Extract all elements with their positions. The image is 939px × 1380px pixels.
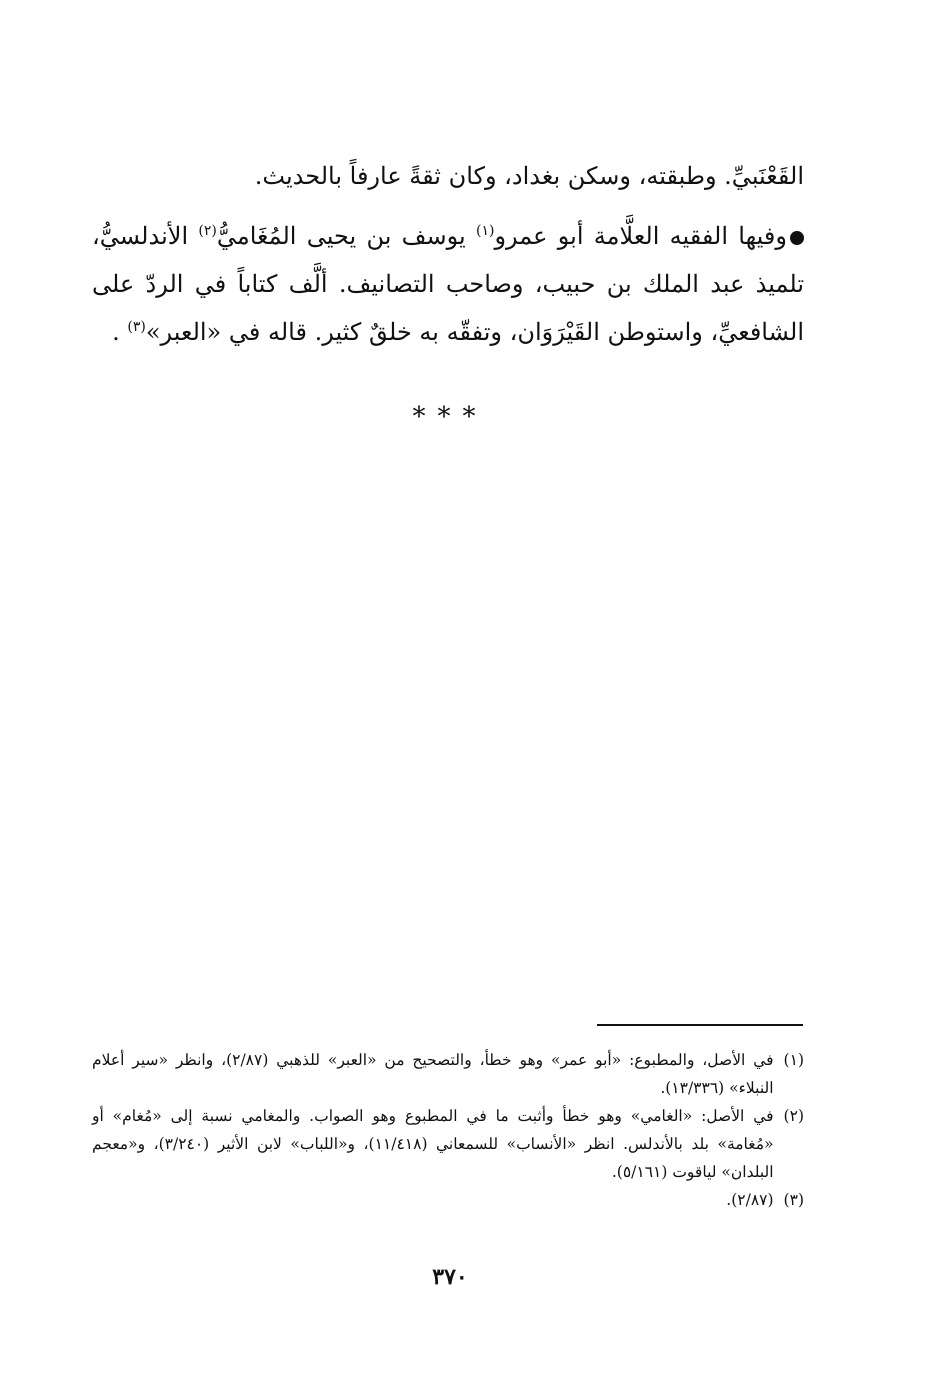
footnote-divider <box>597 1024 803 1026</box>
footnote-ref-2[interactable]: (٢) <box>198 223 217 239</box>
paragraph-2-part2: يوسف بن يحيى المُغَاميُّ <box>216 222 476 250</box>
footnote-2-number: (٢) <box>783 1107 804 1125</box>
paragraph-1-text: القَعْنَبيِّ. وطبقته، وسكن بغداد، وكان ثقةً عارفاً بالحديث. <box>254 162 804 190</box>
footnote-3-text: (٢/٨٧). <box>726 1191 774 1209</box>
footnotes <box>92 1046 804 1214</box>
footnote-ref-1[interactable]: (١) <box>475 223 495 239</box>
footnote-1-number: (١) <box>783 1051 804 1069</box>
footnote-1 <box>92 1046 804 1102</box>
paragraph-1 <box>92 152 804 200</box>
paragraph-2-part3: الأندلسيُّ، تلميذ عبد الملك بن حبيب، وصاحب التصانيف. ألَّف كتاباً في الردّ على الشافعيِّ، واستوطن القَيْرَوَان، وتفقّه به خلقٌ كثير. قاله في «العبر» <box>92 222 805 346</box>
paragraph-2-end: . <box>112 318 128 346</box>
section-separator: *** <box>412 402 488 432</box>
page-number: ٣٧٠ <box>432 1264 468 1290</box>
footnote-2 <box>92 1102 804 1186</box>
paragraph-2 <box>92 212 804 356</box>
footnote-ref-3[interactable]: (٣) <box>127 319 146 335</box>
footnote-3-number: (٣) <box>783 1191 804 1209</box>
main-text <box>92 152 804 356</box>
footnote-1-text: في الأصل، والمطبوع: «أبو عمر» وهو خطأ، والتصحيح من «العبر» للذهبي (٢/٨٧)، وانظر «سير أعلام النبلاء» (١٣/٣٣٦). <box>92 1051 774 1097</box>
footnote-3 <box>92 1186 804 1214</box>
footnote-2-text: في الأصل: «الغامي» وهو خطأ وأثبت ما في المطبوع وهو الصواب. والمغامي نسبة إلى «مُغام» أو «مُغامة» بلد بالأندلس. انظر «الأنساب» للسمعاني (١١/٤١٨)، و«اللباب» لابن الأثير (٣/٢٤٠)، و«معجم البلدان» لياقوت (٥/١٦١). <box>92 1107 774 1181</box>
paragraph-2-part1: وفيها الفقيه العلَّامة أبو عمرو <box>494 222 787 250</box>
bullet-icon <box>790 231 804 245</box>
